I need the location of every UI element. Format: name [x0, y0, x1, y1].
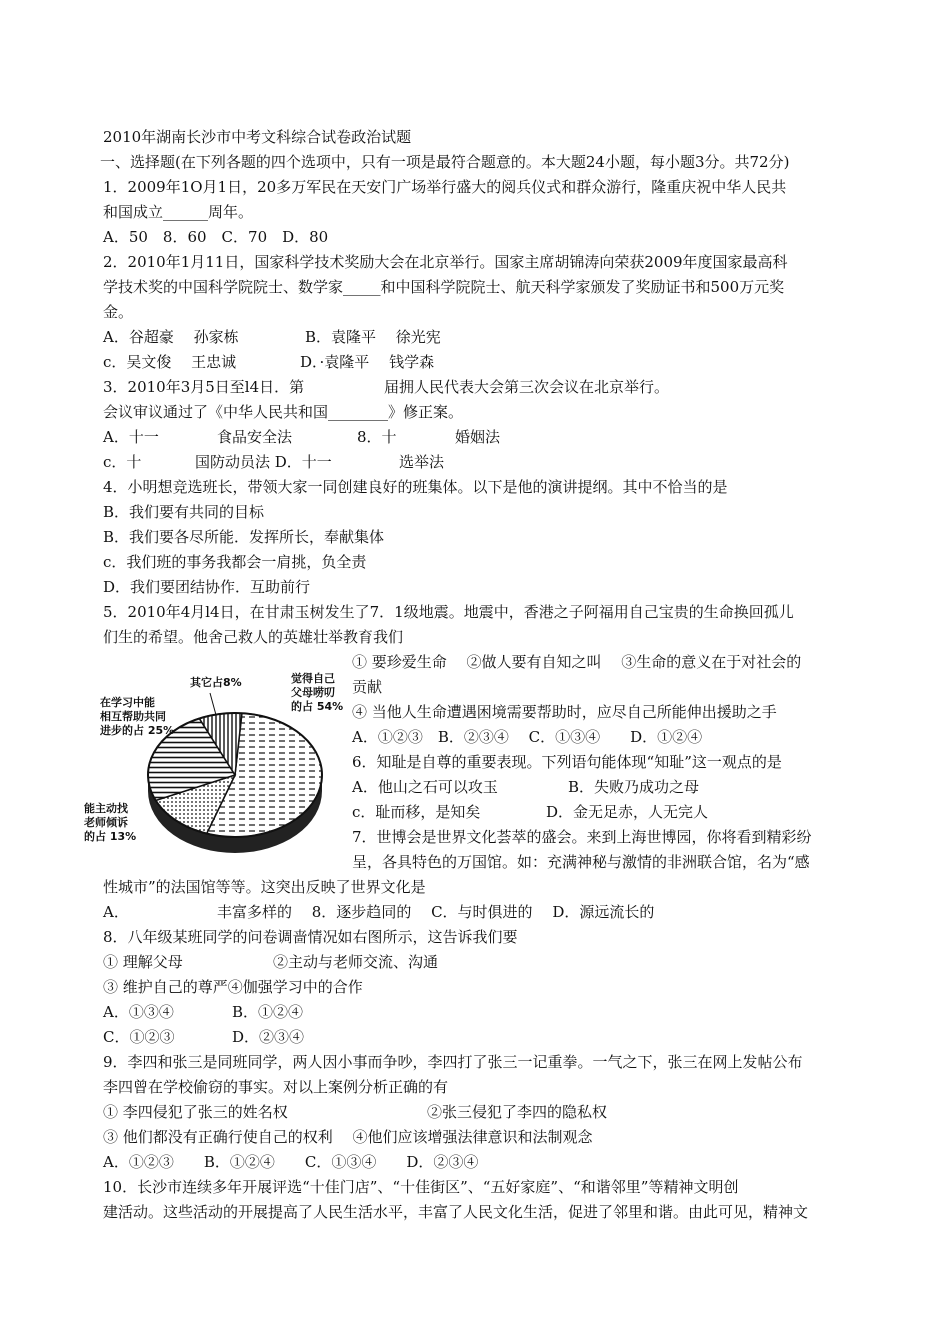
q3-option-d-text: 选举法 [399, 453, 445, 471]
q4-option-d: D．我们要团结协作．互助前行 [103, 578, 311, 596]
q5-item-line1b: 贡献 [352, 678, 383, 696]
survey-pie-chart [84, 660, 356, 858]
q9-item3: ③ 他们都没有正确行使自己的权利 ④他们应该增强法律意识和法制观念 [103, 1128, 593, 1146]
q6-option-a: A．他山之石可以攻玉 [352, 778, 498, 796]
q2-stem-line1: 2．2010年1月11日，国家科学技术奖励大会在北京举行。国家主席胡锦涛向荣获2009年度国家最高科 [103, 253, 788, 271]
q5-item-line2: ④ 当他人生命遭遇困境需要帮助时，应尽自己所能伸出援助之手 [352, 703, 777, 721]
label-parents-1: 觉得自己 [291, 672, 335, 685]
q1-stem-line2: 和国成立______周年。 [103, 203, 254, 221]
q9-item2: ②张三侵犯了李四的隐私权 [427, 1103, 608, 1121]
q7-stem-line1: 7．世博会是世界文化荟萃的盛会。来到上海世博园，你将看到精彩纷 [352, 828, 812, 846]
label-study-2: 相互帮助共同 [100, 710, 166, 723]
q9-options: A．①②③ B．①②④ C．①③④ D．②③④ [103, 1153, 479, 1171]
q9-item1: ① 李四侵犯了张三的姓名权 [103, 1103, 288, 1121]
q7-option-a-label: A． [103, 903, 129, 921]
q3-option-a-label: A．十一 [103, 428, 159, 446]
q3-option-a-text: 食品安全法 [217, 428, 293, 446]
document-title: 2010年湖南长沙市中考文科综合试卷政治试题 [103, 128, 412, 146]
q4-option-c: c．我们班的事务我都会一肩挑，负全责 [103, 553, 367, 571]
q8-item1: ① 理解父母 [103, 953, 183, 971]
q3-option-c-text: 国防动员法 D．十一 [195, 453, 332, 471]
q8-option-c: C．①②③ [103, 1028, 175, 1046]
q4-stem: 4．小明想竞选班长，带领大家一同创建良好的班集体。以下是他的演讲提纲。其中不恰当的是 [103, 478, 728, 496]
q8-option-d: D．②③④ [232, 1028, 305, 1046]
q8-stem: 8．八年级某班同学的问卷调啬情况如右图所示，这告诉我们要 [103, 928, 518, 946]
q2-option-a: A．谷超豪 孙家栋 [103, 328, 239, 346]
label-teacher-3: 的占 13% [84, 830, 137, 843]
section-header: 一、选择题(在下列各题的四个选项中，只有一项是最符合题意的。本大题24小题，每小题3分。共72分) [100, 153, 790, 171]
q4-option-a: B．我们要有共同的目标 [103, 503, 265, 521]
q7-options: 丰富多样的 8．逐步趋同的 C．与时俱进的 D．源远流长的 [217, 903, 655, 921]
q6-option-c: c．耻而移，是知矣 [352, 803, 481, 821]
q5-stem-line1: 5．2010年4月l4日，在甘肃玉树发生了7．1级地震。地震中，香港之子阿福用自己宝贵的生命换回孤儿 [103, 603, 794, 621]
q2-stem-line3: 金。 [103, 303, 134, 321]
q3-option-b-label: 8．十 [357, 428, 397, 446]
q5-item-line1: ① 要珍爱生命 ②做人要有自知之叫 ③生命的意义在于对社会的 [352, 653, 802, 671]
q6-option-d: D．金无足赤，人无完人 [546, 803, 709, 821]
q3-option-b-text: 婚姻法 [455, 428, 501, 446]
q2-option-b: B．袁隆平 徐光宪 [305, 328, 441, 346]
q1-options: A．50 8．60 C．70 D．80 [103, 228, 329, 246]
q7-stem-line3: 性城市”的法国馆等等。这突出反映了世界文化是 [103, 878, 426, 896]
q5-stem-line2: 们生的希望。他舍己救人的英雄壮举教育我们 [103, 628, 404, 646]
q6-stem: 6．知耻是自尊的重要表现。下列语句能体现“知耻”这一观点的是 [352, 753, 782, 771]
q1-stem-line1: 1．2009年1O月1日，20多万军民在天安门广场举行盛大的阅兵仪式和群众游行，隆重庆祝中华人民共 [103, 178, 787, 196]
q5-options: A．①②③ B．②③④ C．①③④ D．①②④ [352, 728, 703, 746]
q4-option-b: B．我们要各尽所能．发挥所长，奉献集体 [103, 528, 385, 546]
q3-stem-part2: 届拥人民代表大会第三次会议在北京举行。 [384, 378, 670, 396]
label-teacher-2: 老师倾诉 [84, 816, 128, 829]
label-study-1: 在学习中能 [100, 696, 155, 709]
label-other: 其它占8% [190, 676, 242, 689]
q3-stem-line2: 会议审议通过了《中华人民共和国________》修正案。 [103, 403, 464, 421]
label-parents-2: 父母唠叨 [291, 686, 335, 699]
q6-option-b: B．失败乃成功之母 [568, 778, 700, 796]
q2-option-c: c．吴文俊 王忠诚 [103, 353, 237, 371]
label-leader-other [210, 693, 216, 715]
q2-option-d: D．·袁隆平 钱学森 [300, 353, 435, 371]
q8-item2: ②主动与老师交流、沟通 [273, 953, 439, 971]
q9-stem-line1: 9．李四和张三是同班同学，两人因小事而争吵，李四打了张三一记重拳。一气之下，张三在网上发帖公布 [103, 1053, 803, 1071]
label-study-3: 进步的占 25% [100, 724, 175, 737]
q10-stem-line2: 建活动。这些活动的开展提高了人民生活水平，丰富了人民文化生活，促进了邻里和谐。由此可见，精神文 [103, 1203, 809, 1221]
q7-stem-line2: 呈，各具特色的万国馆。如：充满神秘与激情的非洲联合馆，名为“感 [352, 853, 810, 871]
label-parents-3: 的占 54% [291, 700, 344, 713]
q10-stem-line1: 10．长沙市连续多年开展评选“十佳门店”、“十佳街区”、“五好家庭”、“和谐邻里”等精神文明创 [103, 1178, 739, 1196]
label-teacher-1: 能主动找 [84, 802, 128, 815]
q3-option-c-label: c．十 [103, 453, 142, 471]
q2-stem-line2: 学技术奖的中国科学院院士、数学家_____和中国科学院院士、航天科学家颁发了奖励证书和500万元奖 [103, 278, 785, 296]
q9-stem-line2: 李四曾在学校偷窃的事实。对以上案例分析正确的有 [103, 1078, 449, 1096]
q8-option-a: A．①③④ [103, 1003, 174, 1021]
q8-item3: ③ 维护自己的尊严④伽强学习中的合作 [103, 978, 363, 996]
q8-option-b: B．①②④ [232, 1003, 304, 1021]
q3-stem-part1: 3．2010年3月5日至l4日．第 [103, 378, 305, 396]
